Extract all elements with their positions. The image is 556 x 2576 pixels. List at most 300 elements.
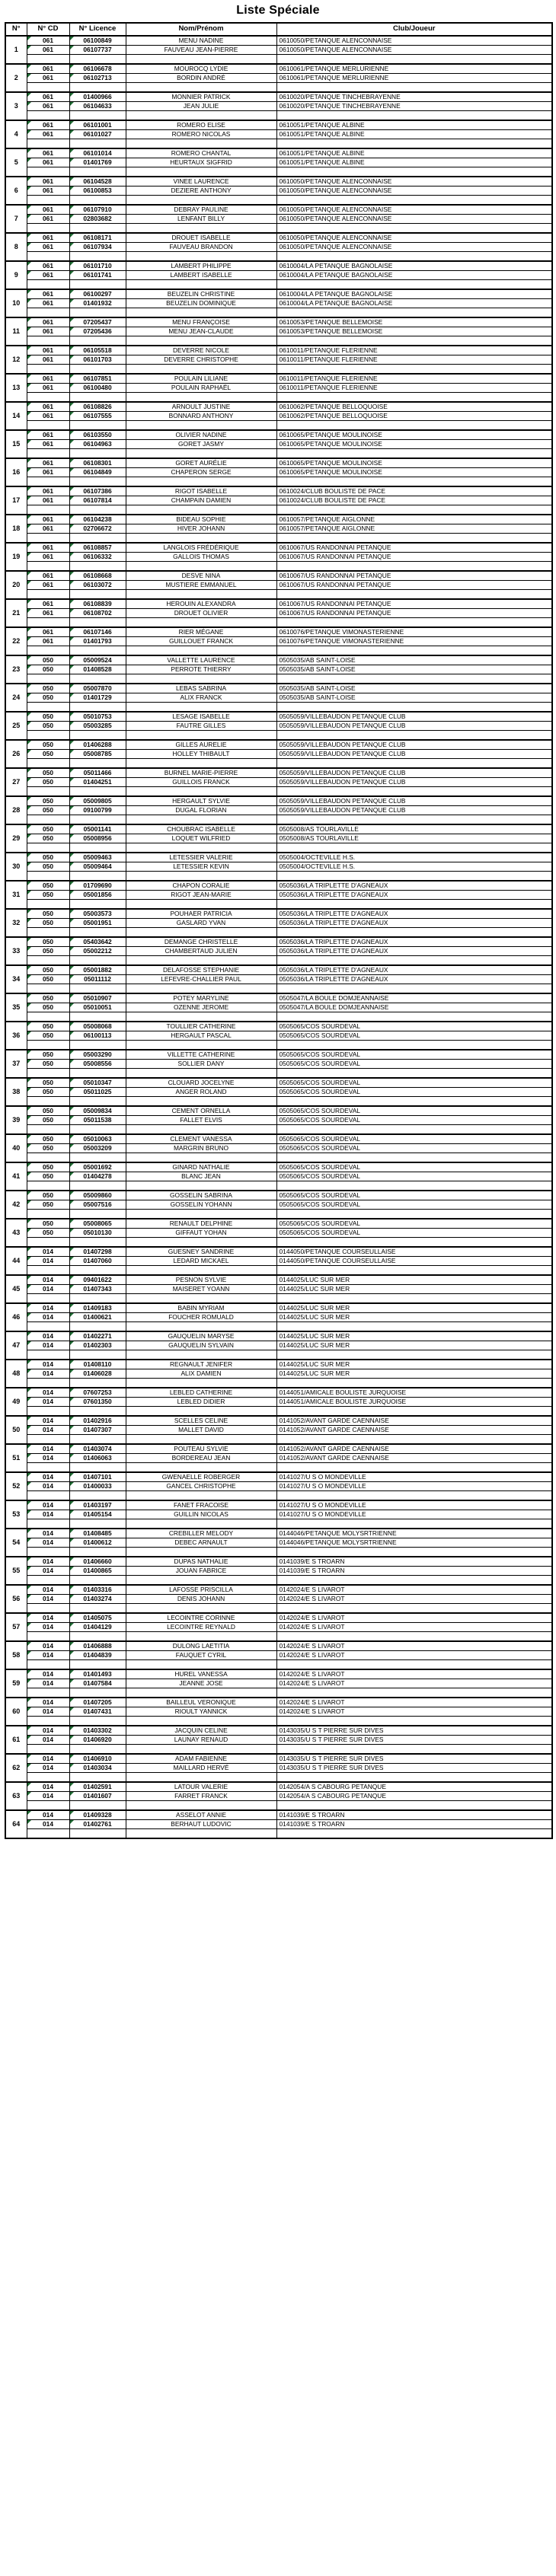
table-row-spacer [5,1293,552,1303]
player-name: BERHAUT LUDOVIC [126,1819,276,1828]
table-row [5,627,552,637]
player-licence: 01406288 [69,740,126,750]
empty-cell [276,955,552,965]
empty-cell [69,984,126,993]
empty-cell [27,223,69,233]
player-name: LEBLED CATHERINE [126,1388,276,1398]
empty-cell [276,674,552,684]
empty-cell [69,448,126,458]
player-cd: 014 [27,1481,69,1490]
player-club: 0144050/PETANQUE COURSEULLAISE [276,1256,552,1265]
player-name: GAUQUELIN SYLVAIN [126,1341,276,1350]
player-club: 0610053/PETANQUE BELLEMOISE [276,317,552,327]
table-row [5,1500,552,1510]
player-cd: 014 [27,1594,69,1603]
player-cd: 050 [27,712,69,722]
empty-cell [69,955,126,965]
empty-cell [27,364,69,374]
empty-cell [27,1716,69,1726]
table-row [5,411,552,420]
empty-cell [276,899,552,909]
table-row-spacer [5,1153,552,1162]
table-row [5,1444,552,1454]
player-name: LESAGE ISABELLE [126,712,276,722]
empty-cell [126,308,276,317]
team-number: 33 [5,937,27,965]
empty-cell [69,730,126,740]
team-number: 56 [5,1585,27,1613]
player-licence: 05011025 [69,1087,126,1096]
empty-cell [126,984,276,993]
empty-cell [27,871,69,881]
player-club: 0143035/U S T PIERRE SUR DIVES [276,1726,552,1736]
empty-cell [69,110,126,120]
table-row [5,45,552,54]
table-row [5,129,552,139]
player-cd: 050 [27,721,69,730]
table-row [5,1698,552,1707]
table-row [5,467,552,477]
player-name: GINARD NATHALIE [126,1162,276,1172]
player-cd: 014 [27,1529,69,1538]
table-row [5,1369,552,1378]
empty-cell [27,195,69,205]
player-cd: 061 [27,402,69,412]
empty-cell [27,477,69,486]
player-cd: 061 [27,486,69,496]
player-name: MARGRIN BRUNO [126,1143,276,1153]
player-cd: 050 [27,665,69,674]
empty-cell [27,1519,69,1529]
table-row-spacer [5,392,552,402]
empty-cell [126,223,276,233]
empty-cell [69,1434,126,1444]
table-row [5,918,552,927]
empty-cell [126,1068,276,1078]
table-row [5,1115,552,1124]
table-row [5,439,552,448]
player-cd: 014 [27,1425,69,1434]
empty-cell [69,533,126,543]
player-club: 0610062/PETANQUE BELLOQUOISE [276,411,552,420]
player-cd: 050 [27,834,69,843]
player-licence: 06108702 [69,608,126,617]
table-row [5,1172,552,1181]
player-licence: 01407584 [69,1679,126,1688]
table-row [5,1050,552,1060]
player-club: 0610050/PETANQUE ALENCONNAISE [276,177,552,187]
table-row [5,1594,552,1603]
empty-cell [69,1462,126,1472]
table-row [5,946,552,955]
player-cd: 014 [27,1284,69,1293]
column-header-cd: N° CD [27,23,69,36]
player-licence: 06107386 [69,486,126,496]
player-cd: 050 [27,796,69,806]
player-club: 0505059/VILLEBAUDON PETANQUE CLUB [276,749,552,758]
empty-cell [126,392,276,402]
empty-cell [276,1772,552,1782]
player-club: 0610067/US RANDONNAI PETANQUE [276,571,552,581]
table-header-row [5,23,552,36]
player-club: 0505065/COS SOURDEVAL [276,1078,552,1088]
table-row [5,1510,552,1519]
empty-cell [126,702,276,712]
player-name: ROMERO NICOLAS [126,129,276,139]
player-licence: 06101741 [69,270,126,279]
table-row [5,1022,552,1031]
player-club: 0141039/E S TROARN [276,1566,552,1575]
player-name: BORDEREAU JEAN [126,1453,276,1462]
empty-cell [126,1153,276,1162]
player-licence: 05009860 [69,1191,126,1200]
table-row [5,684,552,693]
empty-cell [27,1631,69,1641]
empty-cell [126,1096,276,1106]
player-name: DUGAL FLORIAN [126,805,276,815]
table-row-spacer [5,308,552,317]
empty-cell [69,1321,126,1331]
player-licence: 02803682 [69,214,126,223]
player-club: 0144051/AMICALE BOULISTE JURQUOISE [276,1397,552,1406]
table-row [5,1256,552,1265]
empty-cell [276,1293,552,1303]
player-cd: 014 [27,1698,69,1707]
table-row-spacer [5,1631,552,1641]
table-row [5,148,552,158]
table-row [5,101,552,110]
empty-cell [27,1744,69,1754]
empty-cell [126,1040,276,1050]
player-name: BURNEL MARIE-PIERRE [126,768,276,778]
player-name: MENU NADINE [126,36,276,46]
empty-cell [69,1716,126,1726]
player-name: HIVER JOHANN [126,524,276,533]
player-licence: 01407431 [69,1707,126,1716]
player-club: 0610004/LA PETANQUE BAGNOLAISE [276,270,552,279]
player-licence: 01406888 [69,1641,126,1651]
empty-cell [276,279,552,289]
table-row [5,1416,552,1426]
player-cd: 014 [27,1650,69,1659]
player-club: 0144046/PETANQUE MOLYSRTRIENNE [276,1529,552,1538]
player-licence: 06101027 [69,129,126,139]
empty-cell [27,1068,69,1078]
player-name: GAUQUELIN MARYSE [126,1331,276,1341]
player-club: 0610020/PETANQUE TINCHEBRAYENNE [276,92,552,102]
empty-cell [126,420,276,430]
empty-cell [69,1688,126,1698]
empty-cell [69,1378,126,1388]
player-club: 0142024/E S LIVAROT [276,1698,552,1707]
player-club: 0141039/E S TROARN [276,1819,552,1828]
empty-cell [126,1350,276,1360]
player-licence: 01401793 [69,636,126,646]
empty-cell [126,1519,276,1529]
empty-cell [276,702,552,712]
empty-cell [126,1828,276,1838]
table-row-spacer [5,448,552,458]
player-name: LATOUR VALERIE [126,1782,276,1792]
player-cd: 050 [27,684,69,693]
table-row [5,777,552,786]
empty-cell [69,1603,126,1613]
empty-cell [69,1096,126,1106]
player-cd: 061 [27,552,69,561]
player-name: CHAMPAIN DAMIEN [126,496,276,505]
empty-cell [126,1124,276,1134]
table-row [5,317,552,327]
player-cd: 014 [27,1444,69,1454]
table-row [5,458,552,468]
table-row-spacer [5,1828,552,1838]
table-row [5,1331,552,1341]
player-licence: 05001141 [69,824,126,834]
player-club: 0505059/VILLEBAUDON PETANQUE CLUB [276,777,552,786]
table-row-spacer [5,1012,552,1022]
player-name: LAMBERT ISABELLE [126,270,276,279]
player-licence: 05403642 [69,937,126,947]
table-row-spacer [5,251,552,261]
player-cd: 050 [27,890,69,899]
table-row [5,608,552,617]
player-name: LECOINTRE CORINNE [126,1613,276,1623]
empty-cell [276,1124,552,1134]
table-row-spacer [5,561,552,571]
empty-cell [126,54,276,64]
team-number: 62 [5,1754,27,1782]
player-name: GWENAELLE ROBERGER [126,1472,276,1482]
table-row [5,1397,552,1406]
player-cd: 061 [27,289,69,299]
team-number: 31 [5,881,27,909]
player-licence: 01405154 [69,1510,126,1519]
player-club: 0144025/LUC SUR MER [276,1312,552,1321]
table-row [5,1763,552,1772]
player-club: 0143035/U S T PIERRE SUR DIVES [276,1763,552,1772]
table-row [5,1341,552,1350]
table-row-spacer [5,364,552,374]
empty-cell [126,1744,276,1754]
empty-cell [126,1293,276,1303]
player-licence: 01401729 [69,693,126,702]
empty-cell [27,1828,69,1838]
table-row [5,805,552,815]
player-licence: 06101703 [69,355,126,364]
table-row [5,712,552,722]
player-cd: 050 [27,1050,69,1060]
table-row-spacer [5,1744,552,1754]
table-row-spacer [5,1406,552,1416]
team-number: 55 [5,1557,27,1585]
empty-cell [27,758,69,768]
empty-cell [126,167,276,177]
empty-cell [27,82,69,92]
player-licence: 01403316 [69,1585,126,1595]
player-cd: 050 [27,1106,69,1116]
player-licence: 05011112 [69,974,126,984]
player-cd: 050 [27,1200,69,1209]
empty-cell [27,139,69,148]
player-club: 0610011/PETANQUE FLERIENNE [276,383,552,392]
table-row [5,261,552,271]
empty-cell [276,589,552,599]
player-cd: 061 [27,515,69,524]
team-number: 13 [5,374,27,402]
player-name: ALIX DAMIEN [126,1369,276,1378]
player-cd: 061 [27,346,69,355]
player-name: DEBRAY PAULINE [126,205,276,215]
player-cd: 050 [27,946,69,955]
empty-cell [276,448,552,458]
player-club: 0505035/AB SAINT-LOISE [276,655,552,665]
player-cd: 050 [27,993,69,1003]
player-cd: 050 [27,1078,69,1088]
player-club: 0610004/LA PETANQUE BAGNOLAISE [276,289,552,299]
player-name: VILLETTE CATHERINE [126,1050,276,1060]
empty-cell [27,955,69,965]
empty-cell [276,1209,552,1219]
table-row [5,1819,552,1828]
table-row-spacer [5,1462,552,1472]
empty-cell [276,1040,552,1050]
empty-cell [276,1631,552,1641]
player-licence: 06107934 [69,242,126,251]
team-number: 38 [5,1078,27,1106]
table-row-spacer [5,1659,552,1669]
player-name: SOLLIER DANY [126,1059,276,1068]
player-licence: 06104849 [69,467,126,477]
table-row [5,1303,552,1313]
player-club: 0505065/COS SOURDEVAL [276,1115,552,1124]
player-name: CEMENT ORNELLA [126,1106,276,1116]
table-row [5,1529,552,1538]
player-club: 0505004/OCTEVILLE H.S. [276,853,552,862]
player-licence: 01404278 [69,1172,126,1181]
player-club: 0505036/LA TRIPLETTE D'AGNEAUX [276,974,552,984]
player-cd: 014 [27,1360,69,1369]
empty-cell [276,1659,552,1669]
empty-cell [126,1237,276,1247]
table-row-spacer [5,843,552,853]
player-club: 0505036/LA TRIPLETTE D'AGNEAUX [276,946,552,955]
player-club: 0505065/COS SOURDEVAL [276,1134,552,1144]
table-row [5,974,552,984]
table-row [5,693,552,702]
empty-cell [276,1744,552,1754]
team-number: 15 [5,430,27,458]
empty-cell [126,505,276,515]
player-name: HOLLEY THIBAULT [126,749,276,758]
player-name: JACQUIN CELINE [126,1726,276,1736]
empty-cell [69,758,126,768]
empty-cell [69,561,126,571]
player-licence: 06108839 [69,599,126,609]
empty-cell [69,1772,126,1782]
player-club: 0142054/A S CABOURG PETANQUE [276,1791,552,1800]
player-name: HERGAULT SYLVIE [126,796,276,806]
team-number: 8 [5,233,27,261]
player-licence: 06107910 [69,205,126,215]
player-club: 0610050/PETANQUE ALENCONNAISE [276,233,552,243]
player-name: HUREL VANESSA [126,1669,276,1679]
player-cd: 050 [27,862,69,871]
empty-cell [69,1519,126,1529]
team-number: 61 [5,1726,27,1754]
team-number: 32 [5,909,27,937]
player-name: ARNOULT JUSTINE [126,402,276,412]
player-licence: 01401607 [69,1791,126,1800]
player-licence: 05010130 [69,1228,126,1237]
table-row [5,383,552,392]
empty-cell [276,392,552,402]
table-header [5,23,552,36]
empty-cell [27,336,69,346]
player-club: 0505059/VILLEBAUDON PETANQUE CLUB [276,740,552,750]
team-number: 53 [5,1500,27,1529]
player-cd: 061 [27,233,69,243]
empty-cell [69,420,126,430]
team-number: 1 [5,36,27,64]
empty-cell [69,1350,126,1360]
team-number: 43 [5,1219,27,1247]
player-cd: 050 [27,1087,69,1096]
table-row [5,1284,552,1293]
player-club: 0610050/PETANQUE ALENCONNAISE [276,45,552,54]
empty-cell [126,1631,276,1641]
player-name: MENU FRANÇOISE [126,317,276,327]
empty-cell [27,1181,69,1191]
empty-cell [69,1265,126,1275]
player-licence: 01402916 [69,1416,126,1426]
empty-cell [27,1124,69,1134]
empty-cell [276,336,552,346]
empty-cell [69,308,126,317]
empty-cell [126,871,276,881]
empty-cell [276,1828,552,1838]
player-licence: 06107146 [69,627,126,637]
table-row-spacer [5,589,552,599]
empty-cell [276,167,552,177]
table-row-spacer [5,1547,552,1557]
player-name: CHAPON CORALIE [126,881,276,891]
empty-cell [276,1800,552,1810]
player-licence: 05010753 [69,712,126,722]
table-row [5,496,552,505]
player-club: 0505065/COS SOURDEVAL [276,1200,552,1209]
empty-cell [276,1462,552,1472]
empty-cell [69,167,126,177]
player-cd: 014 [27,1679,69,1688]
table-row [5,1312,552,1321]
player-licence: 01406028 [69,1369,126,1378]
player-licence: 01402303 [69,1341,126,1350]
table-row [5,374,552,384]
table-row-spacer [5,167,552,177]
empty-cell [69,815,126,824]
empty-cell [126,674,276,684]
player-licence: 06108171 [69,233,126,243]
player-licence: 05009524 [69,655,126,665]
player-cd: 050 [27,1003,69,1012]
player-cd: 014 [27,1557,69,1567]
player-club: 0505036/LA TRIPLETTE D'AGNEAUX [276,909,552,919]
player-name: FARRET FRANCK [126,1791,276,1800]
player-name: POUTEAU SYLVIE [126,1444,276,1454]
player-club: 0141027/U S O MONDEVILLE [276,1472,552,1482]
player-club: 0610065/PETANQUE MOULINOISE [276,430,552,440]
player-licence: 06100849 [69,36,126,46]
